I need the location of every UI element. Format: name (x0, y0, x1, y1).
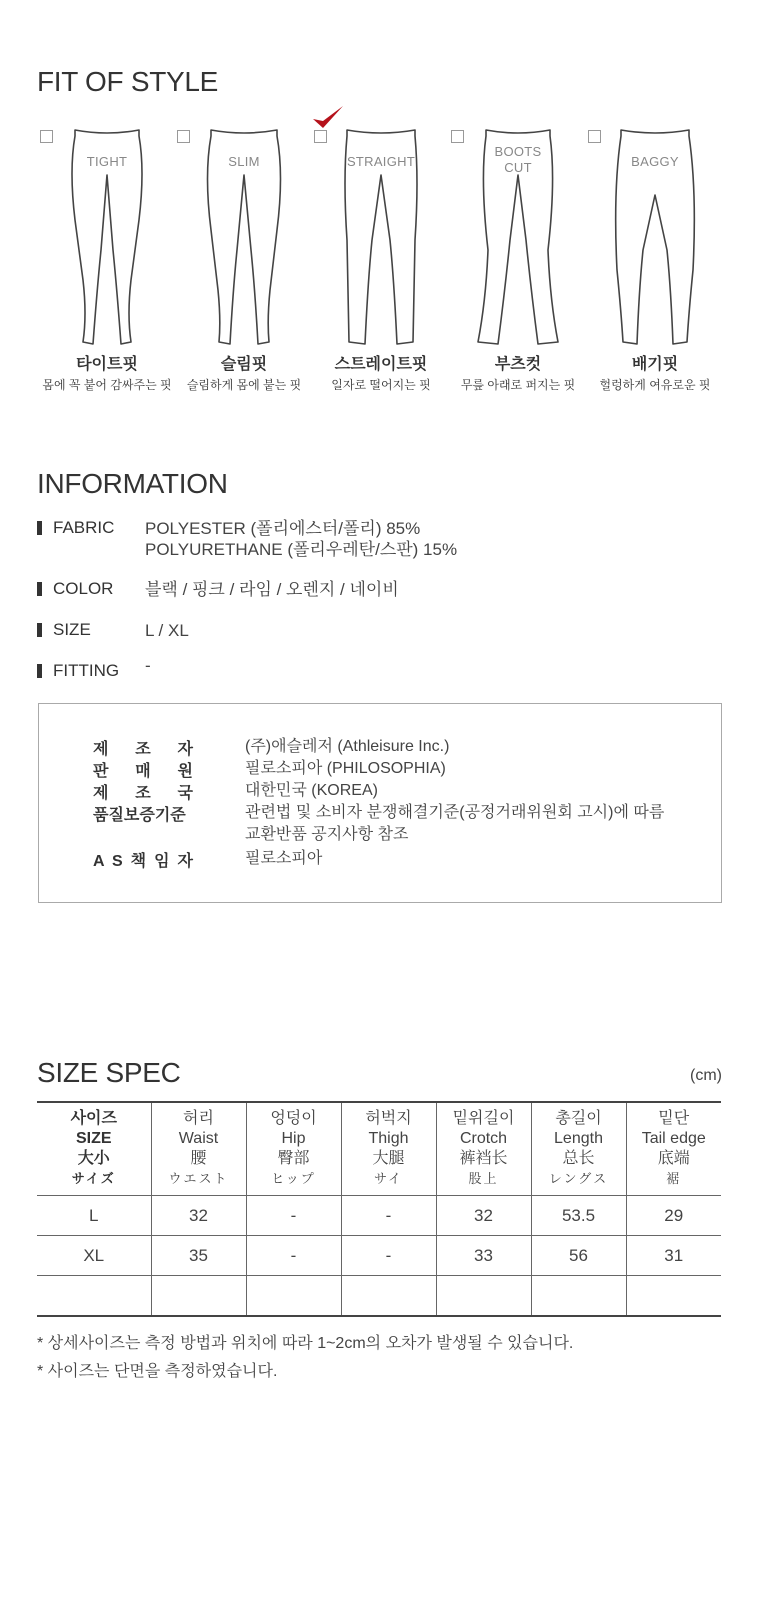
notice-key: 제 조 국 (93, 785, 193, 802)
fit-checkbox[interactable] (588, 130, 601, 143)
notice-value-line: 교환반품 공지사항 참조 (245, 826, 409, 843)
fit-description: 몸에 꼭 붙어 감싸주는 핏 (42, 378, 172, 392)
header-cell: 사이즈 SIZE 大小 サイズ (37, 1102, 151, 1196)
notice-value: 대한민국 (KOREA) (245, 782, 378, 799)
fit-label-en: BOOTS CUT (494, 144, 542, 175)
notice-key: 품질보증기준 (93, 807, 186, 824)
table-row (37, 1236, 721, 1276)
value-cell: - (246, 1236, 341, 1276)
fit-label-ko: 슬림핏 (220, 356, 268, 373)
fit-checkbox[interactable] (40, 130, 53, 143)
bullet-bar (37, 623, 42, 637)
value-cell: 53.5 (531, 1196, 626, 1236)
info-key: FABRIC (53, 518, 115, 537)
note-line: * 사이즈는 단면을 측정하였습니다. (37, 1363, 278, 1380)
size-cell (37, 1276, 151, 1317)
size-unit: (cm) (690, 1067, 722, 1084)
fit-option-boots-cut[interactable] (448, 110, 588, 410)
fit-section-title: FIT OF STYLE (37, 66, 219, 97)
fit-description: 무릎 아래로 퍼지는 핏 (460, 378, 576, 392)
value-cell: - (341, 1196, 436, 1236)
fit-label-en: TIGHT (86, 154, 128, 169)
notice-value: (주)애슬레저 (Athleisure Inc.) (245, 738, 450, 755)
fit-description: 슬림하게 몸에 붙는 핏 (186, 378, 302, 392)
header-cell: 허리 Waist 腰 ウエスト (151, 1102, 246, 1196)
notice-key: 제 조 자 (93, 741, 193, 758)
fit-option-tight[interactable] (37, 110, 177, 410)
value-cell: 35 (151, 1236, 246, 1276)
value-cell (151, 1276, 246, 1317)
fit-checkbox[interactable] (451, 130, 464, 143)
value-cell (531, 1276, 626, 1317)
info-value-line: POLYURETHANE (폴리우레탄/스판) 15% (145, 540, 458, 559)
fit-label-ko: 타이트핏 (76, 356, 138, 373)
product-notice-box (38, 703, 722, 903)
value-cell (626, 1276, 721, 1317)
fit-options (37, 110, 737, 410)
info-key: SIZE (53, 620, 91, 639)
info-value: L / XL (145, 621, 189, 640)
fit-label-ko: 스트레이트핏 (334, 356, 428, 373)
fit-option-slim[interactable] (174, 110, 314, 410)
value-cell (341, 1276, 436, 1317)
fit-label-en: SLIM (228, 154, 260, 169)
notice-key: 판 매 원 (93, 763, 193, 780)
info-section-title: INFORMATION (37, 468, 228, 499)
value-cell: 31 (626, 1236, 721, 1276)
info-key: COLOR (53, 579, 114, 598)
value-cell (246, 1276, 341, 1317)
notice-value: 필로소피아 (PHILOSOPHIA) (245, 760, 446, 777)
value-cell: 32 (151, 1196, 246, 1236)
table-row (37, 1276, 721, 1317)
fit-checkbox[interactable] (177, 130, 190, 143)
bullet-bar (37, 582, 42, 596)
fit-label-ko: 부츠컷 (494, 356, 542, 373)
size-table (37, 1101, 721, 1317)
table-row (37, 1196, 721, 1236)
notice-value-line: 관련법 및 소비자 분쟁해결기준(공정거래위원회 고시)에 따름 (245, 804, 665, 821)
fit-label-en: STRAIGHT (346, 154, 416, 169)
info-value-line: POLYESTER (폴리에스터/폴리) 85% (145, 519, 421, 538)
info-value (145, 518, 457, 560)
size-cell: L (37, 1196, 151, 1236)
fit-label-en: BAGGY (631, 154, 679, 169)
info-key: FITTING (53, 661, 120, 680)
size-section-title: SIZE SPEC (37, 1057, 181, 1088)
notice-value: 필로소피아 (245, 850, 323, 867)
bullet-bar (37, 664, 42, 678)
header-cell: 밑단 Tail edge 底端 裾 (626, 1102, 721, 1196)
value-cell: 29 (626, 1196, 721, 1236)
header-cell: 엉덩이 Hip 臀部 ヒップ (246, 1102, 341, 1196)
fit-option-baggy[interactable] (585, 110, 725, 410)
size-table-header (37, 1102, 721, 1196)
notice-key: A S 책 임 자 (93, 853, 193, 870)
value-cell: - (246, 1196, 341, 1236)
size-notes (37, 1330, 573, 1386)
note-line: * 상세사이즈는 측정 방법과 위치에 따라 1~2cm의 오차가 발생될 수 있습니다. (37, 1335, 574, 1352)
value-cell (436, 1276, 531, 1317)
header-cell: 허벅지 Thigh 大腿 サイ (341, 1102, 436, 1196)
value-cell: - (341, 1236, 436, 1276)
header-cell: 총길이 Length 总长 レングス (531, 1102, 626, 1196)
info-value: - (145, 656, 151, 675)
fit-option-straight[interactable] (311, 110, 451, 410)
fit-description: 일자로 떨어지는 핏 (331, 378, 431, 392)
fit-description: 헐렁하게 여유로운 핏 (599, 378, 711, 392)
value-cell: 56 (531, 1236, 626, 1276)
value-cell: 32 (436, 1196, 531, 1236)
fit-label-ko: 배기핏 (631, 356, 679, 373)
size-cell: XL (37, 1236, 151, 1276)
bullet-bar (37, 521, 42, 535)
header-cell: 밑위길이 Crotch 裤裆长 股上 (436, 1102, 531, 1196)
value-cell: 33 (436, 1236, 531, 1276)
info-value: 블랙 / 핑크 / 라임 / 오렌지 / 네이비 (145, 580, 399, 599)
notice-value (245, 802, 664, 846)
